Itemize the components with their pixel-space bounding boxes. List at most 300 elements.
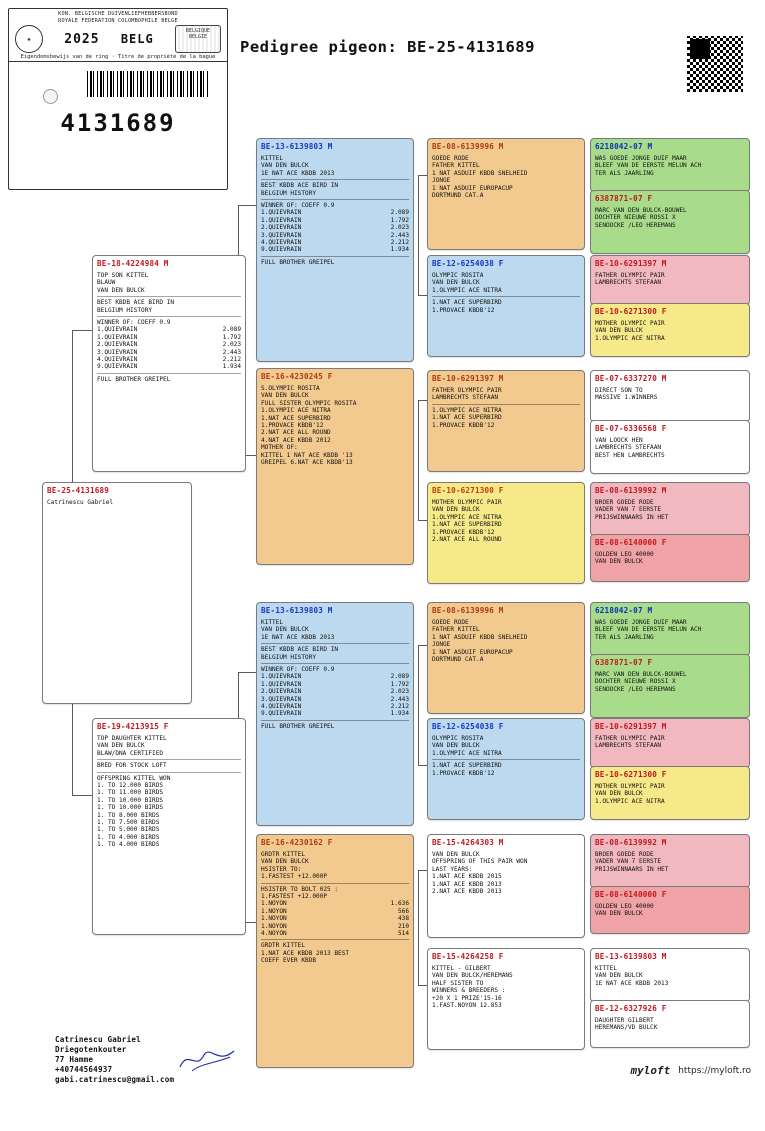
race-result — [261, 673, 409, 680]
race-value: 514 — [397, 930, 409, 938]
gen4-body-8 — [591, 617, 749, 644]
race-value: 1.636 — [390, 900, 409, 908]
info-line: DAUGHTER GILBERT — [595, 1017, 654, 1024]
gen3-ring: BE-15-4264303 M — [432, 838, 504, 847]
gen3-ring: BE-10-6271300 F — [432, 486, 504, 495]
race-name: 1.QUIEVRAIN — [261, 673, 302, 681]
info-line: 1. TO 8.000 BIRDS — [97, 811, 160, 819]
info-line: JONGE — [432, 177, 451, 185]
info-line — [97, 316, 241, 317]
info-line: DORTMUND CAT.A — [432, 656, 484, 664]
race-result — [261, 915, 409, 922]
gen4-card-9 — [590, 654, 750, 718]
gen3-card-0 — [427, 138, 585, 250]
gen4-ring: BE-13-6139803 M — [595, 952, 667, 961]
race-result — [97, 356, 241, 363]
gen2-body-1 — [257, 383, 413, 469]
federation-line-nl: KON. BELGISCHE DUIVENLIEFHEBBERSBOND — [58, 11, 178, 17]
info-line: BRED FOR STOCK LOFT — [97, 762, 167, 770]
gen4-body-15 — [591, 1015, 749, 1035]
race-name: 1.NOYON — [261, 915, 287, 923]
race-value: 1.934 — [222, 363, 241, 371]
race-name: 4.QUIEVRAIN — [261, 239, 302, 247]
gen2-card-3 — [256, 834, 414, 1068]
info-line: 1.OLYMPIC ACE NITRA — [432, 513, 502, 521]
info-line: LAST YEARS: — [432, 865, 473, 873]
info-line: 1.OLYMPIC ACE NITRA — [432, 406, 502, 414]
info-line: VAN DEN BULCK — [595, 327, 643, 335]
gen2-ring: BE-16-4230162 F — [261, 838, 333, 847]
info-line: 1. TO 7.500 BIRDS — [97, 819, 160, 827]
barcode-icon — [87, 71, 209, 97]
race-value: 2.212 — [390, 703, 409, 711]
race-result — [261, 217, 409, 224]
race-value: 1.934 — [390, 246, 409, 254]
info-line: 2.NAT ACE ALL ROUND — [261, 429, 331, 437]
info-line: KITTEL — [261, 619, 284, 626]
info-line: VAN DEN BULCK — [97, 286, 145, 294]
ring-stamp-icon: BELGIQUE BELGIE — [175, 25, 221, 53]
race-name: 1.NOYON — [261, 922, 287, 930]
info-line: VAN DEN BULCK/HEREMANS — [432, 972, 513, 980]
race-result — [97, 363, 241, 370]
gen3-body-0 — [428, 153, 584, 202]
gen4-card-7 — [590, 534, 750, 582]
race-result — [261, 900, 409, 907]
owner-phone: +40744564937 — [55, 1065, 113, 1074]
info-line: FATHER KITTEL — [432, 162, 480, 170]
info-line: VAN DEN BULCK — [432, 742, 480, 750]
info-line: 1. TO 10.000 BIRDS — [97, 804, 164, 812]
info-line: PRIJSWINNAARS IN HET — [595, 513, 669, 521]
connector — [72, 330, 92, 331]
sire-results — [97, 326, 241, 370]
info-line: 1.NAT ACE SUPERBIRD — [432, 414, 502, 422]
ring-card-subtitle: Eigendomsbewijs van de ring · Titre de propriété de la bague — [20, 54, 216, 60]
info-line: 1.NAT ACE SUPERBIRD — [432, 762, 502, 770]
gen4-ring: BE-08-6139992 M — [595, 838, 667, 847]
gen3-ring: BE-12-6254038 F — [432, 722, 504, 731]
info-line: OLYMPIC ROSITA — [432, 735, 484, 742]
info-line: KITTEL - GILBERT — [432, 965, 491, 972]
info-line: FATHER OLYMPIC PAIR — [595, 272, 665, 279]
info-line: GOLDEN LEO 40000 — [595, 551, 654, 558]
info-line: 1.NAT ACE SUPERBIRD — [432, 299, 502, 307]
info-line: 1.OLYMPIC ACE NITRA — [595, 797, 665, 805]
gen2-body-0 — [257, 153, 413, 269]
info-line: BLAW/DNA CERTIFIED — [97, 749, 164, 757]
info-line — [261, 720, 409, 721]
owner-address: Driegotenkouter — [55, 1045, 127, 1054]
info-line: VAN DEN BULCK — [595, 790, 643, 798]
info-line — [97, 296, 241, 297]
info-line: 1E NAT ACE KBDB 2013 — [595, 979, 669, 987]
gen4-body-5 — [591, 435, 749, 462]
gen4-card-2 — [590, 255, 750, 305]
race-value: 2.089 — [390, 673, 409, 681]
info-line: HSISTER TO BOLT 025 : — [261, 885, 339, 893]
info-line: TER ALS JAARLING — [595, 169, 654, 177]
info-line: DOCHTER NIEUWE ROSSI X — [595, 214, 676, 222]
race-name: 1.QUIEVRAIN — [261, 209, 302, 217]
gen3-body-3 — [428, 497, 584, 546]
info-line: +20 X 1 PRIZE'15-16 — [432, 994, 502, 1002]
gen2-body-2 — [257, 617, 413, 733]
race-name: 2.QUIEVRAIN — [261, 224, 302, 232]
myloft-logo: myloft — [630, 1064, 671, 1077]
owner-footer — [55, 1035, 174, 1085]
race-name: 9.QUIEVRAIN — [261, 710, 302, 718]
gen2-ring: BE-16-4230245 F — [261, 372, 333, 381]
info-line — [261, 883, 409, 884]
race-result — [261, 923, 409, 930]
gen4-ring: 6387871-07 F — [595, 194, 653, 203]
gen4-card-14 — [590, 948, 750, 1002]
race-result — [261, 232, 409, 239]
info-line: VADER VAN 7 EERSTE — [595, 858, 662, 866]
race-result — [97, 326, 241, 333]
info-line — [97, 759, 241, 760]
race-result — [261, 703, 409, 710]
info-line: BLEEF VAN DE EERSTE MELUN ACH — [595, 162, 702, 170]
gen2-card-0 — [256, 138, 414, 362]
gen2-ring: BE-13-6139803 M — [261, 606, 333, 615]
info-line: GOEDE RODE — [432, 155, 469, 162]
info-line: BROER GOEDE RODE — [595, 851, 654, 858]
gen3-body-4 — [428, 617, 584, 666]
dam-ring: BE-19-4213915 F — [97, 722, 169, 731]
info-line — [261, 939, 409, 940]
gen4-card-13 — [590, 886, 750, 934]
gen2-body-3 — [257, 849, 413, 968]
gen4-ring: BE-10-6291397 M — [595, 722, 667, 731]
race-value: 438 — [397, 915, 409, 923]
race-name: 9.QUIEVRAIN — [97, 363, 138, 371]
race-result — [97, 334, 241, 341]
race-result — [261, 710, 409, 717]
gen2-card-2 — [256, 602, 414, 826]
connector — [418, 645, 419, 765]
info-line: FATHER KITTEL — [432, 626, 480, 634]
gen4-body-7 — [591, 549, 749, 569]
sire-footer: FULL BROTHER GREIPEL — [97, 375, 171, 383]
race-value: 1.792 — [222, 333, 241, 341]
info-line: WAS GOEDE JONGE DUIF MAAR — [595, 155, 687, 162]
race-name: 1.QUIEVRAIN — [261, 680, 302, 688]
info-line: DOCHTER NIEUWE ROSSI X — [595, 678, 676, 686]
info-line: MARC VAN DEN BULCK-BOUWEL — [595, 207, 687, 214]
gen4-ring: BE-12-6327926 F — [595, 1004, 667, 1013]
info-line: 1. TO 10.000 BIRDS — [97, 796, 164, 804]
info-line: FULL BROTHER GREIPEL — [261, 722, 335, 730]
race-name: 2.QUIEVRAIN — [97, 341, 138, 349]
ring-country: BELG — [120, 32, 154, 46]
race-value: 2.089 — [222, 326, 241, 334]
signature-icon — [178, 1045, 238, 1075]
info-line: 4.NAT ACE KBDB 2012 — [261, 436, 331, 444]
gen4-ring: 6218042-07 M — [595, 142, 653, 151]
race-result — [261, 239, 409, 246]
race-name: 2.QUIEVRAIN — [261, 688, 302, 696]
race-result — [97, 341, 241, 348]
dam-lines — [97, 735, 241, 782]
info-line: DORTMUND CAT.A — [432, 192, 484, 200]
info-line: PRIJSWINNAARS IN HET — [595, 865, 669, 873]
gen4-card-3 — [590, 303, 750, 357]
race-result — [261, 930, 409, 937]
owner-name: Catrinescu Gabriel — [55, 1035, 141, 1044]
owner-city: 77 Hamme — [55, 1055, 94, 1064]
info-line: 1.PROVACE KBDB'12 — [432, 769, 495, 777]
race-result — [261, 908, 409, 915]
race-result — [261, 688, 409, 695]
race-name: 1.QUIEVRAIN — [261, 216, 302, 224]
gen4-card-4 — [590, 370, 750, 422]
gen4-ring: BE-07-6336568 F — [595, 424, 667, 433]
info-line: COEFF EVER KBDB — [261, 957, 317, 965]
subject-card — [42, 482, 192, 704]
info-line — [432, 759, 580, 760]
gen4-body-12 — [591, 849, 749, 876]
info-line: DIRECT SON TO — [595, 387, 643, 394]
race-value: 1.934 — [390, 710, 409, 718]
info-line: VAN LOOCK HEN — [595, 437, 643, 444]
info-line: 1.OLYMPIC ACE NITRA — [432, 749, 502, 757]
info-line: WAS GOEDE JONGE DUIF MAAR — [595, 619, 687, 626]
info-line: 1.OLYMPIC ACE NITRA — [432, 286, 502, 294]
info-line: OFFSPRING OF THIS PAIR WON — [432, 858, 528, 866]
info-line: 1. TO 5.000 BIRDS — [97, 826, 160, 834]
gen4-card-12 — [590, 834, 750, 888]
gen3-body-5 — [428, 733, 584, 780]
info-line: OFFSPRING KITTEL WON — [97, 774, 171, 782]
gen4-body-9 — [591, 669, 749, 696]
gen3-ring: BE-12-6254038 F — [432, 259, 504, 268]
owner-email: gabi.catrinescu@gmail.com — [55, 1075, 175, 1084]
info-line: 1.NAT ACE SUPERBIRD — [261, 414, 331, 422]
gen4-card-1 — [590, 190, 750, 254]
gen4-body-3 — [591, 318, 749, 345]
info-line: 1 NAT ASDUIF KBDB SNELHEID — [432, 633, 528, 641]
info-line — [261, 643, 409, 644]
info-line: TOP DAUGHTER KITTEL — [97, 735, 167, 742]
dam-body — [93, 733, 245, 852]
info-line: 1.FAST.NOYON 12.853 — [432, 1002, 502, 1010]
subject-ring: BE-25-4131689 — [47, 486, 110, 495]
info-line: VAN DEN BULCK — [261, 858, 309, 866]
gen3-card-1 — [427, 255, 585, 357]
gen3-card-5 — [427, 718, 585, 820]
gen3-ring: BE-08-6139996 M — [432, 142, 504, 151]
ring-number: 4131689 — [60, 109, 176, 137]
brand-footer — [630, 1064, 751, 1077]
info-line: 1E NAT ACE KBDB 2013 — [261, 633, 335, 641]
race-value: 210 — [397, 922, 409, 930]
info-line: BEST KBDB ACE BIRD IN — [261, 182, 339, 190]
info-line: JONGE — [432, 641, 451, 649]
connector — [238, 205, 256, 206]
race-name: 4.NOYON — [261, 930, 287, 938]
info-line: BLEEF VAN DE EERSTE MELUN ACH — [595, 626, 702, 634]
federation-seal-icon: ★ — [15, 25, 43, 53]
dam-card — [92, 718, 246, 935]
qr-code-icon — [687, 36, 743, 92]
gen4-card-6 — [590, 482, 750, 536]
race-value: 2.023 — [390, 224, 409, 232]
gen4-ring: BE-10-6271300 F — [595, 307, 667, 316]
race-value: 566 — [397, 907, 409, 915]
gen3-ring: BE-10-6291397 M — [432, 374, 504, 383]
ring-ownership-card — [8, 8, 228, 190]
federation-name — [9, 11, 227, 24]
info-line — [432, 296, 580, 297]
info-line: FULL BROTHER GREIPEL — [261, 258, 335, 266]
race-name: 1.NOYON — [261, 907, 287, 915]
connector — [238, 672, 256, 673]
info-line: 1.PROVACE KBDB'12 — [432, 306, 495, 314]
gen4-card-0 — [590, 138, 750, 192]
info-line: 1E NAT ACE KBDB 2013 — [261, 169, 335, 177]
info-line: VAN DEN BULCK — [432, 851, 480, 858]
connector — [72, 795, 92, 796]
dam-results — [97, 782, 241, 849]
info-line: HEREMANS/VD BULCK — [595, 1024, 658, 1032]
info-line: MOTHER OLYMPIC PAIR — [595, 320, 665, 327]
info-line: GREIPEL 6.NAT ACE KBDB'13 — [261, 459, 353, 467]
info-line: 1.NAT ACE KBDB 2013 BEST — [261, 949, 350, 957]
info-line — [261, 179, 409, 180]
info-line: 1.NAT ACE KBDB 2013 — [432, 880, 502, 888]
info-line — [97, 772, 241, 773]
gen4-ring: BE-08-6139992 M — [595, 486, 667, 495]
myloft-url[interactable]: https://myloft.ro — [678, 1065, 751, 1076]
federation-line-fr: ROYALE FEDERATION COLOMBOPHILE BELGE — [58, 17, 178, 24]
info-line: VAN DEN BULCK — [97, 742, 145, 750]
race-result — [261, 696, 409, 703]
gen3-ring: BE-08-6139996 M — [432, 606, 504, 615]
info-line: LAMBRECHTS STEFAAN — [595, 279, 662, 287]
info-line: FATHER OLYMPIC PAIR — [432, 387, 502, 394]
info-line: 1. TO 4.000 BIRDS — [97, 841, 160, 849]
info-line: 1 NAT ASDUIF EUROPACUP — [432, 184, 513, 192]
info-line: VAN DEN BULCK — [261, 626, 309, 634]
gen3-ring: BE-15-4264258 F — [432, 952, 504, 961]
gen4-ring: 6218042-07 M — [595, 606, 653, 615]
race-name: 1.QUIEVRAIN — [97, 326, 138, 334]
info-line: VAN DEN BULCK — [595, 910, 643, 918]
info-line: LAMBRECHTS STEFAAN — [432, 394, 499, 402]
info-line: WINNER OF: COEFF 0.9 — [97, 319, 171, 327]
sire-card — [92, 255, 246, 472]
info-line: BELGIUM HISTORY — [261, 653, 317, 661]
info-line: 2.NAT ACE KBDB 2013 — [432, 888, 502, 896]
race-name: 1.NOYON — [261, 900, 287, 908]
info-line: 1.FASTEST +12.000P — [261, 893, 328, 901]
connector — [418, 870, 419, 985]
race-value: 2.212 — [390, 239, 409, 247]
race-result — [97, 349, 241, 356]
info-line: 1.OLYMPIC ACE NITRA — [261, 407, 331, 415]
info-line: SENOOCKE /LEO HEREMANS — [595, 221, 676, 229]
race-value: 2.443 — [390, 695, 409, 703]
gen3-body-7 — [428, 963, 584, 1012]
race-value: 2.089 — [390, 209, 409, 217]
info-line: 1.NAT ACE SUPERBIRD — [432, 521, 502, 529]
info-line: MASSIVE 1.WINNERS — [595, 394, 658, 402]
gen4-body-6 — [591, 497, 749, 524]
info-line: 2.NAT ACE ALL ROUND — [432, 536, 502, 544]
info-line: VAN DEN BULCK — [432, 506, 480, 514]
info-line: 1 NAT ASDUIF EUROPACUP — [432, 648, 513, 656]
info-line: MOTHER OF: — [261, 444, 298, 452]
info-line: VAN DEN BULCK — [261, 392, 309, 400]
info-line: KITTEL 1 NAT ACE KBDB '13 — [261, 451, 353, 459]
race-result — [261, 224, 409, 231]
info-line: VAN DEN BULCK — [261, 162, 309, 170]
info-line: SENOOCKE /LEO HEREMANS — [595, 685, 676, 693]
info-line: 1.PROVACE KBDB'12 — [432, 528, 495, 536]
gen3-card-4 — [427, 602, 585, 714]
info-line: GOLDEN LEO 40000 — [595, 903, 654, 910]
race-name: 3.QUIEVRAIN — [97, 348, 138, 356]
info-line: KITTEL — [595, 965, 618, 972]
gen4-ring: 6387871-07 F — [595, 658, 653, 667]
race-result — [261, 246, 409, 253]
gen4-ring: BE-10-6271300 F — [595, 770, 667, 779]
ring-card-header — [9, 9, 227, 62]
info-line: MOTHER OLYMPIC PAIR — [432, 499, 502, 506]
info-line: 1.FASTEST +12.000P — [261, 873, 328, 881]
connector — [418, 175, 419, 295]
info-line: 1. TO 12.000 BIRDS — [97, 782, 164, 790]
info-line: GOEDE RODE — [432, 619, 469, 626]
connector — [418, 400, 419, 520]
gen3-card-6 — [427, 834, 585, 938]
info-line: BROER GOEDE RODE — [595, 499, 654, 506]
ring-year: 2025 — [64, 31, 100, 47]
info-line: BEST HEN LAMBRECHTS — [595, 451, 665, 459]
gen4-body-10 — [591, 733, 749, 753]
info-line: OLYMPIC ROSITA — [432, 272, 484, 279]
gen4-card-8 — [590, 602, 750, 656]
race-name: 3.QUIEVRAIN — [261, 231, 302, 239]
info-line: BEST KBDB ACE BIRD IN — [261, 646, 339, 654]
info-line: 1.NAT ACE KBDB 2015 — [432, 873, 502, 881]
race-value: 2.443 — [222, 348, 241, 356]
info-line: WINNERS & BREEDERS : — [432, 987, 506, 995]
race-name: 9.QUIEVRAIN — [261, 246, 302, 254]
gen4-body-2 — [591, 270, 749, 290]
info-line: TER ALS JAARLING — [595, 633, 654, 641]
info-line: LAMBRECHTS STEFAAN — [595, 444, 662, 452]
race-name: 3.QUIEVRAIN — [261, 695, 302, 703]
race-name: 4.QUIEVRAIN — [261, 703, 302, 711]
gen4-ring: BE-08-6140000 F — [595, 890, 667, 899]
race-value: 2.023 — [390, 688, 409, 696]
info-line: LAMBRECHTS STEFAAN — [595, 742, 662, 750]
page-title: Pedigree pigeon: BE-25-4131689 — [240, 38, 535, 56]
race-result — [261, 681, 409, 688]
info-line: VAN DEN BULCK — [595, 972, 643, 980]
info-line: WINNER OF: COEFF 0.9 — [261, 666, 335, 674]
subject-owner: Catrinescu Gabriel — [47, 499, 114, 506]
gen3-card-7 — [427, 948, 585, 1050]
info-line: BELGIUM HISTORY — [261, 189, 317, 197]
info-line: 1.PROVACE KBDB'12 — [432, 421, 495, 429]
info-line: FATHER OLYMPIC PAIR — [595, 735, 665, 742]
info-line: WINNER OF: COEFF 0.9 — [261, 202, 335, 210]
gen3-card-2 — [427, 370, 585, 472]
